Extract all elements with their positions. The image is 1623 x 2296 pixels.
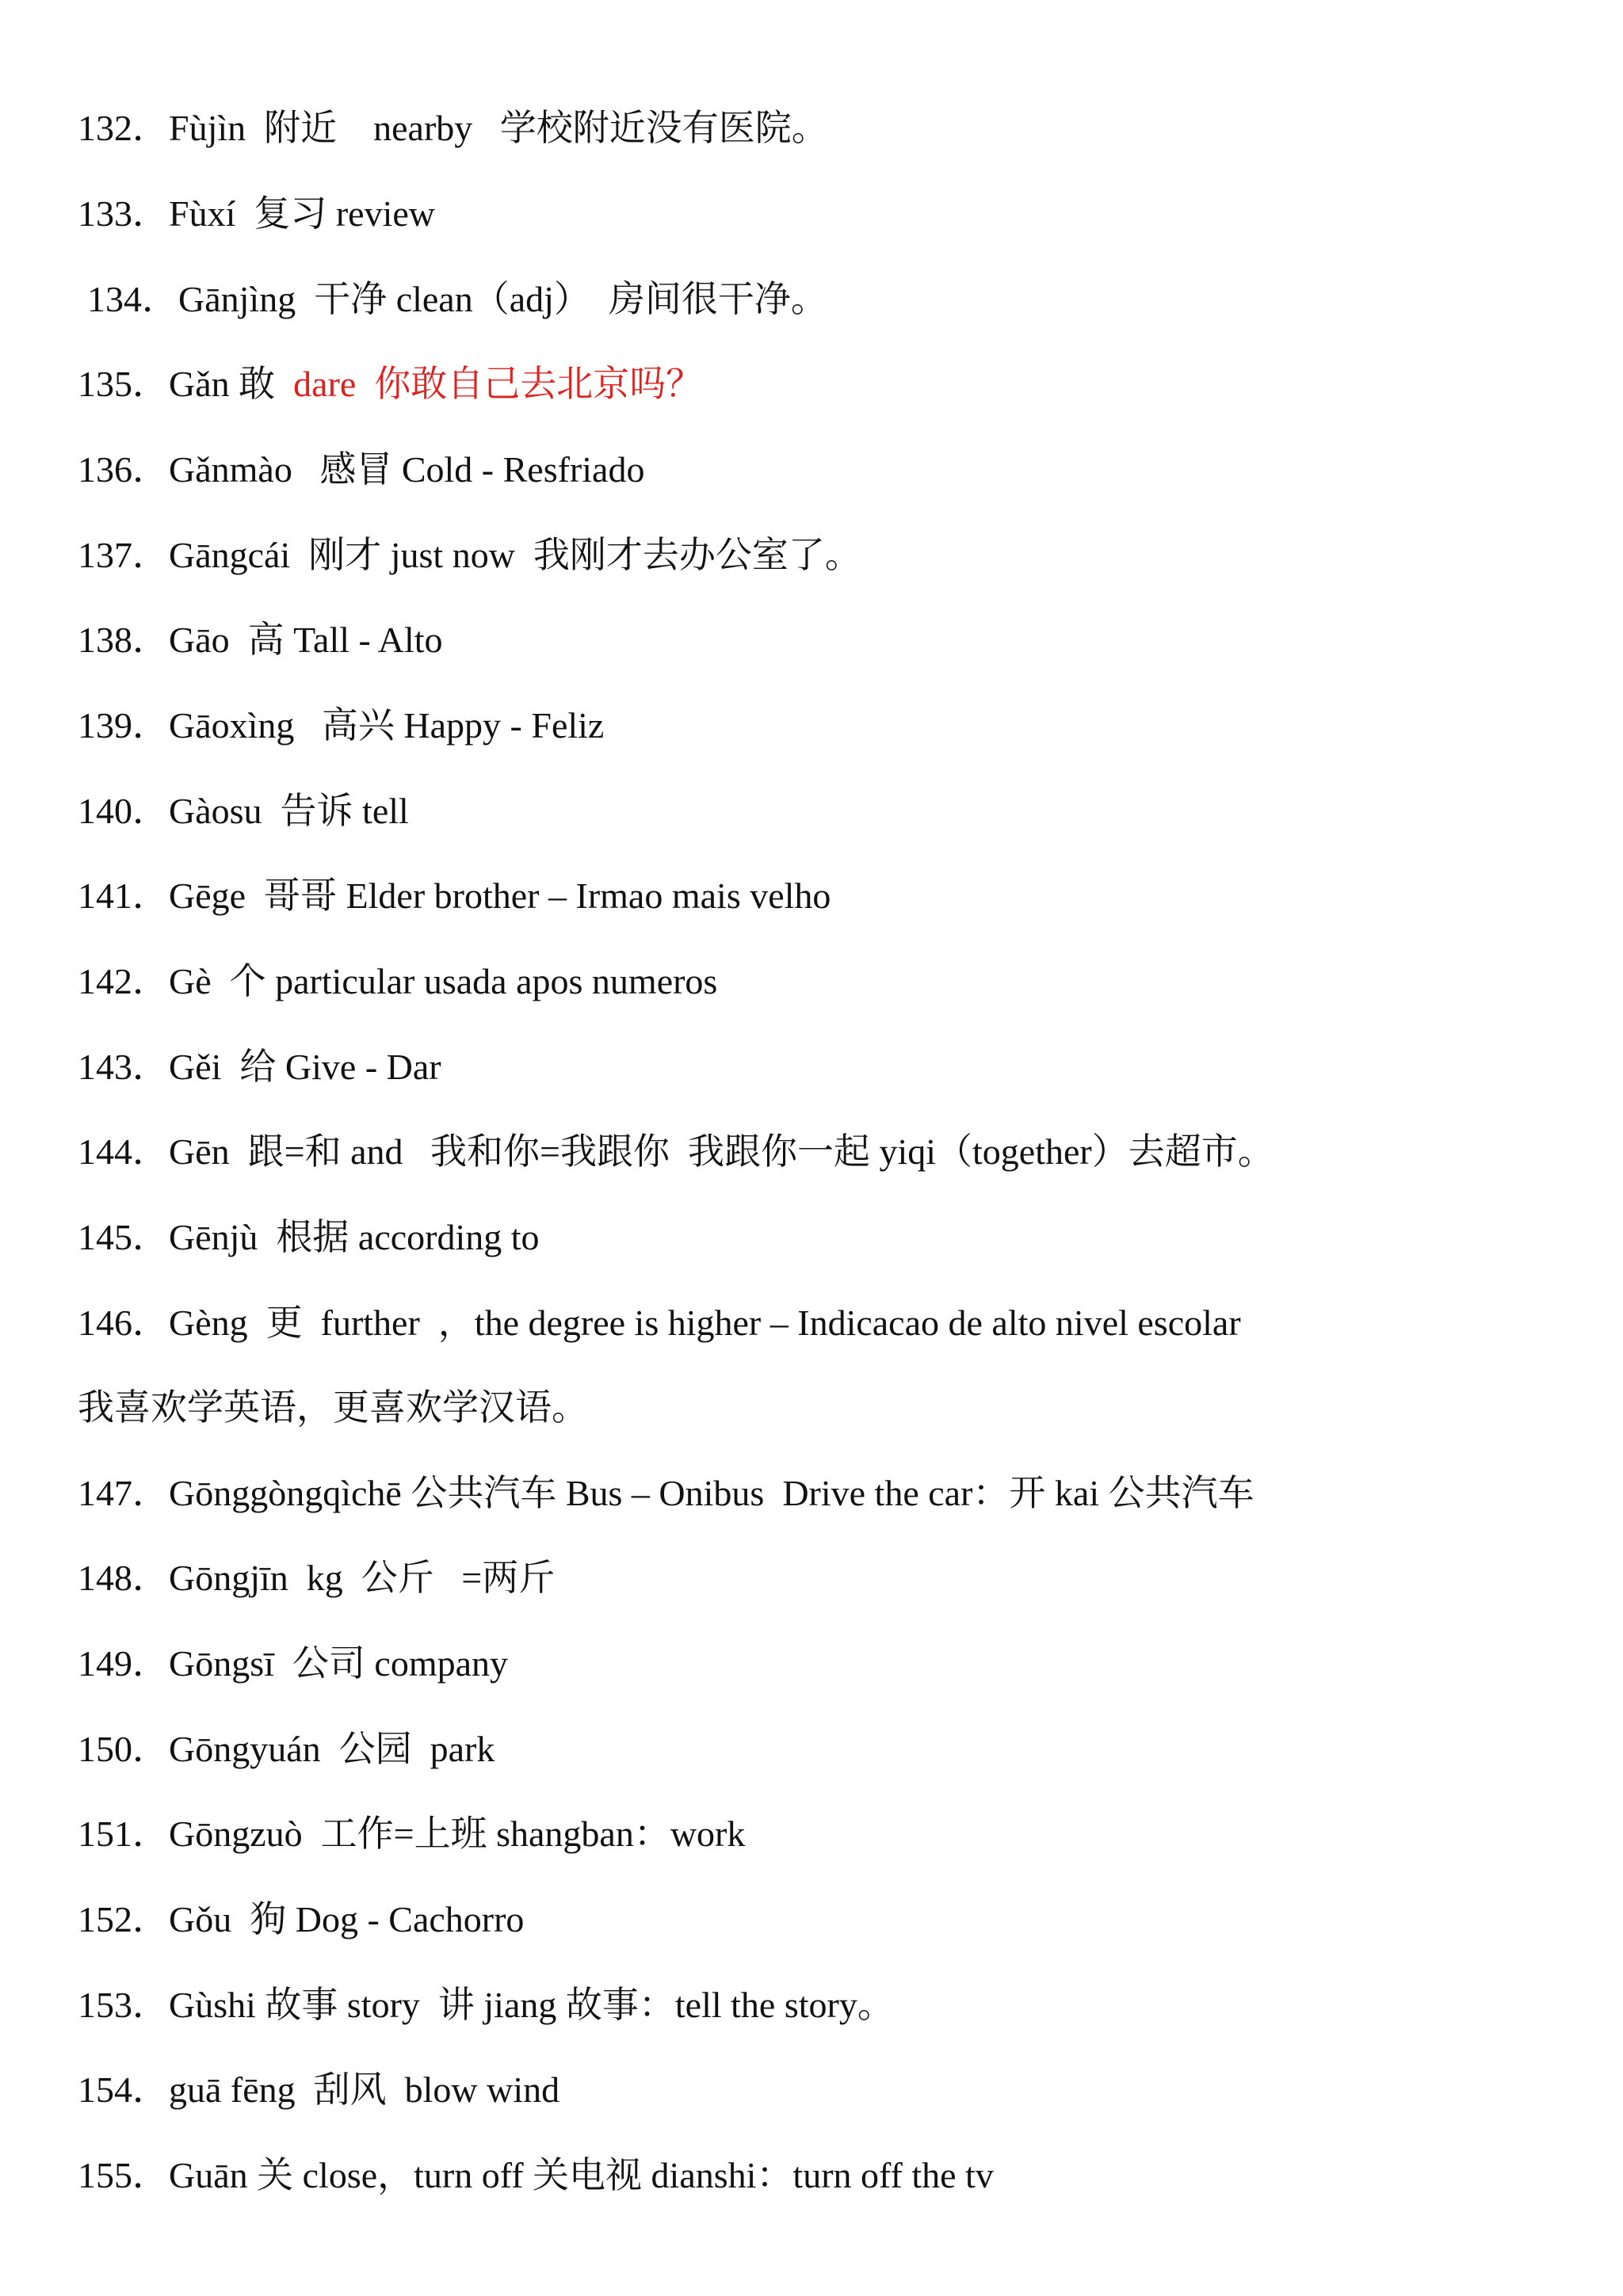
vocab-entry-152: 152．Gǒu 狗 Dog - Cachorro xyxy=(78,1899,525,1939)
vocab-entry-150: 150．Gōngyuán 公园 park xyxy=(78,1729,495,1769)
vocab-entry-145: 145．Gēnjù 根据 according to xyxy=(78,1217,540,1257)
vocab-entry-143: 143．Gěi 给 Give - Dar xyxy=(78,1047,441,1087)
vocab-entry-140: 140．Gàosu 告诉 tell xyxy=(78,791,409,831)
vocab-entry-133: 133．Fùxí 复习 review xyxy=(78,193,436,234)
vocab-entry-151: 151．Gōngzuò 工作=上班 shangban：work xyxy=(78,1814,746,1854)
vocab-entry-137: 137．Gāngcái 刚才 just now 我刚才去办公室了。 xyxy=(78,535,861,575)
vocab-entry-146: 146．Gèng 更 further ，the degree is higher – Indicacao de alto nivel escolar xyxy=(78,1302,1241,1343)
vocab-entry-142: 142．Gè 个 particular usada apos numeros xyxy=(78,961,718,1001)
vocab-entry-132: 132．Fùjìn 附近 nearby 学校附近没有医院。 xyxy=(78,108,828,148)
vocab-entry-148: 148．Gōngjīn kg 公斤 =两斤 xyxy=(78,1558,556,1598)
vocab-entry-138: 138．Gāo 高 Tall - Alto xyxy=(78,620,443,660)
vocab-entry-153: 153．Gùshi 故事 story 讲 jiang 故事：tell the story。 xyxy=(78,1985,894,2025)
vocab-entry-154: 154．guā fēng 刮风 blow wind xyxy=(78,2069,560,2110)
vocab-entry-144: 144．Gēn 跟=和 and 我和你=我跟你 我跟你一起 yiqi（together）去超市。 xyxy=(78,1131,1274,1172)
vocab-entry-134: 134．Gānjìng 干净 clean（adj） 房间很干净。 xyxy=(87,279,827,319)
vocab-entry-139: 139．Gāoxìng 高兴 Happy - Feliz xyxy=(78,705,605,746)
vocab-entry-135 xyxy=(78,360,702,408)
vocab-entry-135-head: 135．Gǎn 敢 xyxy=(78,364,294,404)
vocab-entry-146-example: 我喜欢学英语，更喜欢学汉语。 xyxy=(78,1387,588,1428)
vocab-entry-147: 147．Gōnggòngqìchē 公共汽车 Bus – Onibus Drive the car：开 kai 公共汽车 xyxy=(78,1473,1254,1513)
vocab-entry-135-highlight: dare 你敢自己去北京吗？ xyxy=(293,364,703,404)
vocab-entry-149: 149．Gōngsī 公司 company xyxy=(78,1643,509,1684)
vocab-entry-141: 141．Gēge 哥哥 Elder brother – Irmao mais velho xyxy=(78,875,831,916)
vocab-entry-136: 136．Gǎnmào 感冒 Cold - Resfriado xyxy=(78,449,645,490)
vocab-entry-155: 155．Guān 关 close，turn off 关电视 dianshi：turn off the tv xyxy=(78,2155,994,2195)
